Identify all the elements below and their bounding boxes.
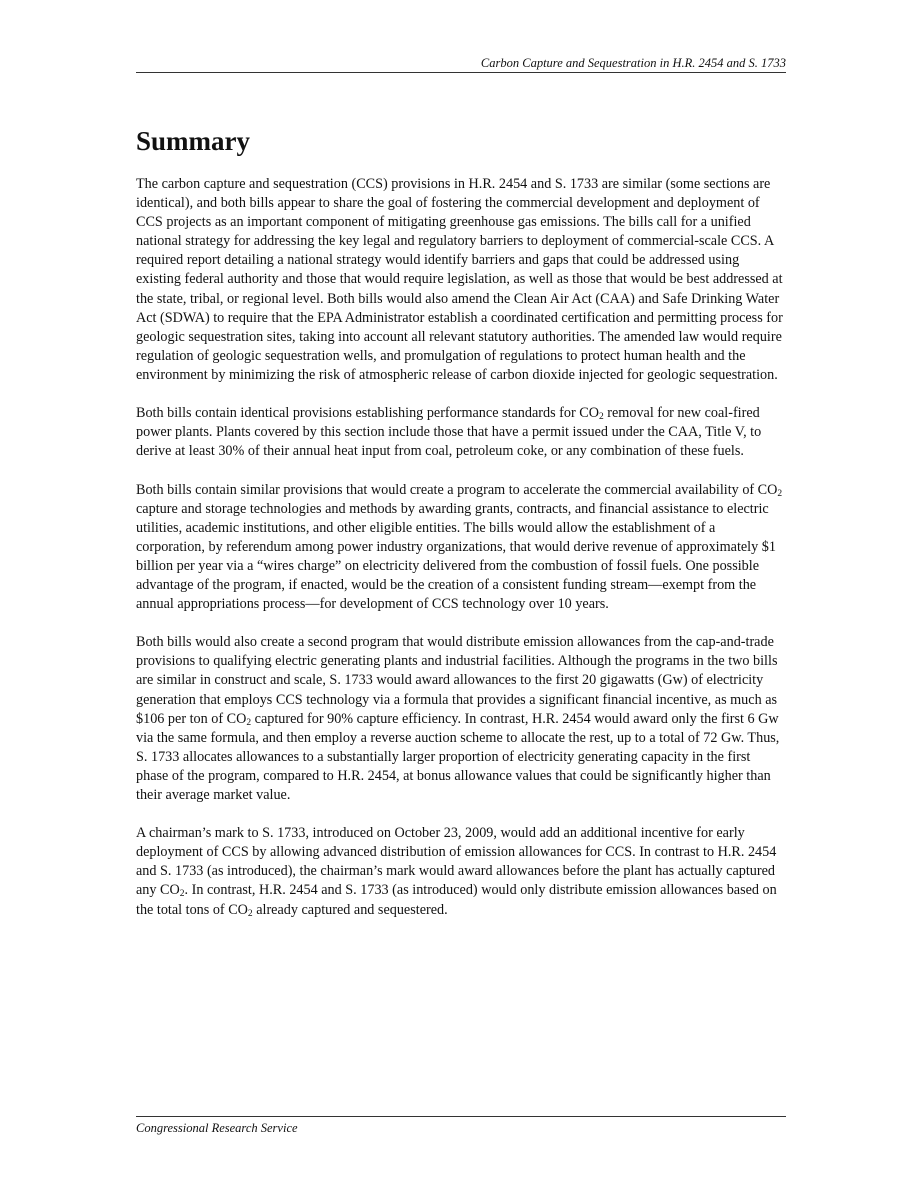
footer-organization: Congressional Research Service — [136, 1121, 298, 1135]
footer-rule — [136, 1116, 786, 1117]
running-header: Carbon Capture and Sequestration in H.R. 2454 and S. 1733 — [480, 56, 786, 70]
paragraph-4: Both bills would also create a second program that would distribute emission allowances from the cap-and-trade provisions to qualifying electric generating plants and industrial facilities. Although the programs in the two bills are similar in construct and scale, S. 1733 would award allowances to the first 20 gigawatts (Gw) of electricity generation that employs CCS technology via a formula that provides a significant financial incentive, as much as $106 per ton of $CO_2$ captured for 90% capture efficiency. In contrast, H.R. 2454 would award only the first 6 Gw via the same formula, and then employ a reverse auction scheme to allocate the rest, up to a total of 72 Gw. Thus, S. 1733 allocates allowances to a substantially larger proportion of electricity generating capacity in the first phase of the program, compared to H.R. 2454, at bonus allowance values that could be significantly higher than their average market value. — [136, 634, 780, 803]
header-rule — [136, 72, 786, 73]
paragraph-1: The carbon capture and sequestration (CCS) provisions in H.R. 2454 and S. 1733 are similar (some sections are identical), and both bills appear to share the goal of fostering the commercial development and deployment of CCS projects as an important component of mitigating greenhouse gas emissions. The bills call for a unified national strategy for addressing the key legal and regulatory barriers to deployment of commercial-scale CCS. A required report detailing a national strategy would identify barriers and gaps that could be addressed using existing federal authority and those that would require legislation, as well as those that would be best addressed at the state, tribal, or regional level. Both bills would also amend the Clean Air Act (CAA) and Safe Drinking Water Act (SDWA) to require that the EPA Administrator establish a coordinated certification and permitting process for geologic sequestration sites, taking into account all relevant statutory authorities. The amended law would require regulation of geologic sequestration wells, and promulgation of regulations to protect human health and the environment by minimizing the risk of atmospheric release of carbon dioxide injected for geologic sequestration. — [136, 176, 783, 383]
subscript-2: 2 — [777, 488, 783, 499]
page-title: Summary — [136, 126, 250, 156]
subscript-2: 2 — [247, 908, 253, 919]
subscript-2: 2 — [598, 412, 604, 423]
subscript-2: 2 — [179, 889, 185, 900]
body-text — [136, 175, 786, 939]
paragraph-5: A chairman’s mark to S. 1733, introduced on October 23, 2009, would add an additional incentive for early deployment of CCS by allowing advanced distribution of emission allowances for CCS. In contrast to H.R. 2454 and S. 1733 (as introduced), the chairman’s mark would award allowances before the plant has actually captured any $CO_2$. In contrast, H.R. 2454 and S. 1733 (as introduced) would only distribute emission allowances based on the total tons of $CO_2$ already captured and sequestered. — [136, 825, 777, 919]
subscript-2: 2 — [246, 717, 252, 728]
paragraph-3: Both bills contain similar provisions that would create a program to accelerate the commercial availability of $CO_2$ capture and storage technologies and methods by awarding grants, contracts, and financial assistance to electric utilities, academic institutions, and other eligible entities. The bills would allow the establishment of a corporation, by referendum among power industry organizations, that would derive revenue of approximately $1 billion per year via a “wires charge” on electricity delivered from the combustion of fossil fuels. One possible advantage of the program, if enacted, would be the creation of a consistent funding stream—exempt from the annual appropriations process—for development of CCS technology over 10 years. — [136, 481, 783, 613]
paragraph-2: Both bills contain identical provisions establishing performance standards for $CO_2$ removal for new coal-fired power plants. Plants covered by this section include those that have a permit issued under the CAA, Title V, to derive at least 30% of their annual heat input from coal, petroleum coke, or any combination of these fuels. — [136, 405, 762, 460]
